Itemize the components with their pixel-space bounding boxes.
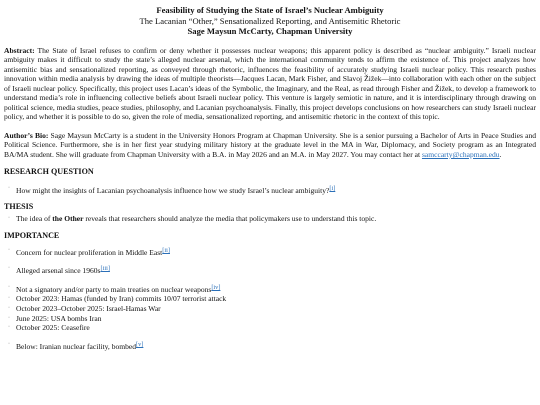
- list-item-text: How might the insights of Lacanian psychoanalysis influence how we study Israel’s nuclear ambiguity?: [16, 185, 330, 195]
- bullet-icon: ·: [8, 283, 10, 290]
- bullet-icon: ·: [8, 215, 10, 222]
- footnote-ref-v[interactable]: [v]: [136, 340, 144, 348]
- footnote-ref-iii[interactable]: [iii]: [100, 265, 110, 273]
- bullet-icon: ·: [8, 324, 10, 331]
- author-email-link[interactable]: samccarty@chapman.edu: [421, 149, 500, 159]
- bullet-icon: ·: [8, 265, 10, 272]
- list-item-text: October 2023–October 2025: Israel-Hamas War: [16, 304, 161, 314]
- bio-text: Sage Maysun McCarty is a student in the University Honors Program at Chapman University. She is a senior pursuing a Bachelor of Arts in Peace Studies and Political Science. Furthermore, she is in her first year studying military history at the graduate level in the MA in War, Diplomacy, and Society program as an Integrated BA/MA student. She will graduate from Chapman University with a B.A. in May 2026 and an M.A. in May 2027. You may contact her at: [4, 130, 536, 159]
- thesis-heading: THESIS: [4, 202, 34, 212]
- bio-paragraph: [4, 131, 536, 160]
- list-item-text: Below: Iranian nuclear facility, bombed: [16, 341, 137, 351]
- list-item-text: Not a signatory and/or party to main treaties on nuclear weapons: [16, 284, 212, 294]
- importance-heading: IMPORTANCE: [4, 230, 60, 240]
- abstract-label: Abstract:: [4, 45, 35, 55]
- thesis-text-post: reveals that researchers should analyze the media that policymakers use to understand this topic.: [83, 214, 377, 224]
- list-item: [8, 323, 536, 333]
- list-item: [8, 259, 536, 276]
- footnote-ref-iv[interactable]: [iv]: [211, 283, 221, 291]
- research-question-list: [4, 179, 536, 196]
- bio-end: .: [499, 149, 502, 159]
- abstract-text: The State of Israel refuses to confirm or deny whether it possesses nuclear weapons; this apparent policy is described as “nuclear ambiguity.” Israeli nuclear ambiguity makes it difficult to study the state’s alleged nuclear arsenal, which the international community tends to affirm the existence of. This project analyzes how antisemitic bias and sensationalized reporting, as conveyed through rhetoric, influences the feasibility of accurately studying Israeli nuclear policy. This research pushes innovation within media analysis by drawing the ideas of multiple theorists—Jacques Lacan, Mark Fisher, and Slavoj Žižek—into collaboration with each other on the subject of Israeli nuclear policy. Specifically, this project uses Lacan’s ideas of the Symbolic, the Imaginary, and the Real, as read through Fisher and Žižek, to develop a framework to understand media’s role in influencing collective beliefs about Israeli nuclear policy. This venture is largely semiotic in nature, and it is interdisciplinary through drawing on political science, media studies, peace studies, philosophy, and Lacanian psychoanalysis. Finally, this project develops conclusions on how researchers can study Israeli nuclear policy, and whether it is possible to do so, given the role of media, sensationalized reporting, and antisemitic rhetoric in the context of this topic.: [4, 45, 536, 122]
- thesis-list: [4, 214, 536, 224]
- bullet-icon: ·: [8, 246, 10, 253]
- document-subtitle: The Lacanian “Other,” Sensationalized Reporting, and Antisemitic Rhetoric: [139, 15, 401, 26]
- abstract-paragraph: [4, 46, 536, 122]
- list-item: [8, 314, 536, 324]
- bullet-icon: ·: [8, 184, 10, 191]
- list-item: [8, 241, 536, 258]
- thesis-text-pre: The idea of: [16, 214, 53, 224]
- footnote-ref-i[interactable]: [i]: [329, 184, 336, 192]
- bullet-icon: ·: [8, 314, 10, 321]
- list-item-text: October 2023: Hamas (funded by Iran) commits 10/07 terrorist attack: [16, 294, 227, 304]
- list-item-text: June 2025: USA bombs Iran: [16, 313, 102, 323]
- bullet-icon: ·: [8, 295, 10, 302]
- importance-list: [4, 241, 536, 352]
- bullet-icon: ·: [8, 340, 10, 347]
- list-item: [8, 294, 536, 304]
- footnote-ref-ii[interactable]: [ii]: [162, 246, 170, 254]
- list-item: [8, 179, 536, 196]
- author-line: Sage Maysun McCarty, Chapman University: [187, 26, 353, 36]
- list-item-text: Alleged arsenal since 1960s: [16, 266, 101, 276]
- list-item: [8, 278, 536, 295]
- bio-label: Author’s Bio:: [4, 130, 49, 140]
- bullet-icon: ·: [8, 305, 10, 312]
- list-item-text: Concern for nuclear proliferation in Middle East: [16, 247, 163, 257]
- list-item: [8, 304, 536, 314]
- list-item-text: October 2025: Ceasefire: [16, 323, 90, 333]
- document-title: Feasibility of Studying the State of Israel’s Nuclear Ambiguity: [156, 5, 384, 15]
- list-item: [8, 214, 536, 224]
- list-item: [8, 335, 536, 352]
- research-question-heading: RESEARCH QUESTION: [4, 166, 94, 176]
- thesis-text-bold: the Other: [52, 214, 84, 224]
